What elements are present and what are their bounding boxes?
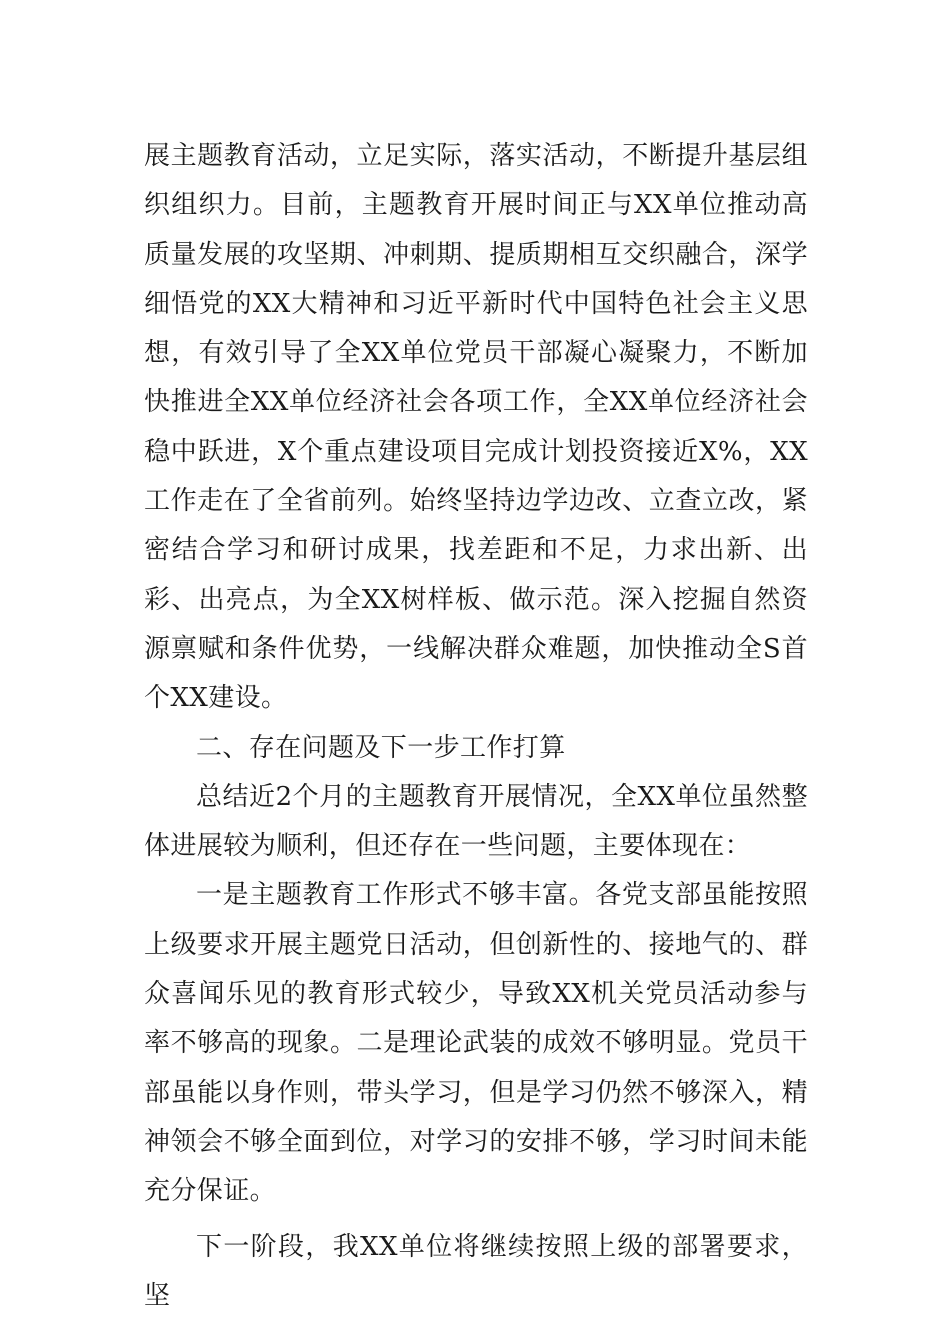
paragraph-next-steps: 下一阶段，我XX单位将继续按照上级的部署要求，坚 [144, 1231, 808, 1311]
document-body [144, 132, 808, 1321]
paragraph-problems: 一是主题教育工作形式不够丰富。各党支部虽能按照上级要求开展主题党日活动，但创新性的、接地气的、群众喜闻乐见的教育形式较少，导致XX机关党员活动参与率不够高的现象。二是理论武装的成效不够明显。党员干部虽能以身作则，带头学习，但是学习仍然不够深入，精神领会不够全面到位，对学习的安排不够，学习时间未能充分保证。 [144, 880, 808, 1207]
paragraph-continuation: 展主题教育活动，立足实际，落实活动，不断提升基层组织组织力。目前，主题教育开展时间正与XX单位推动高质量发展的攻坚期、冲刺期、提质期相互交织融合，深学细悟党的XX大精神和习近平新时代中国特色社会主义思想，有效引导了全XX单位党员干部凝心凝聚力，不断加快推进全XX单位经济社会各项工作，全XX单位经济社会稳中跃进，X个重点建设项目完成计划投资接近X%，XX工作走在了全省前列。始终坚持边学边改、立查立改，紧密结合学习和研讨成果，找差距和不足，力求出新、出彩、出亮点，为全XX树样板、做示范。深入挖掘自然资源禀赋和条件优势，一线解决群众难题，加快推动全S首个XX建设。 [144, 141, 808, 714]
paragraph-summary: 总结近2个月的主题教育开展情况，全XX单位虽然整体进展较为顺利，但还存在一些问题，主要体现在： [144, 781, 808, 862]
section-heading: 二、存在问题及下一步工作打算 [196, 732, 566, 763]
